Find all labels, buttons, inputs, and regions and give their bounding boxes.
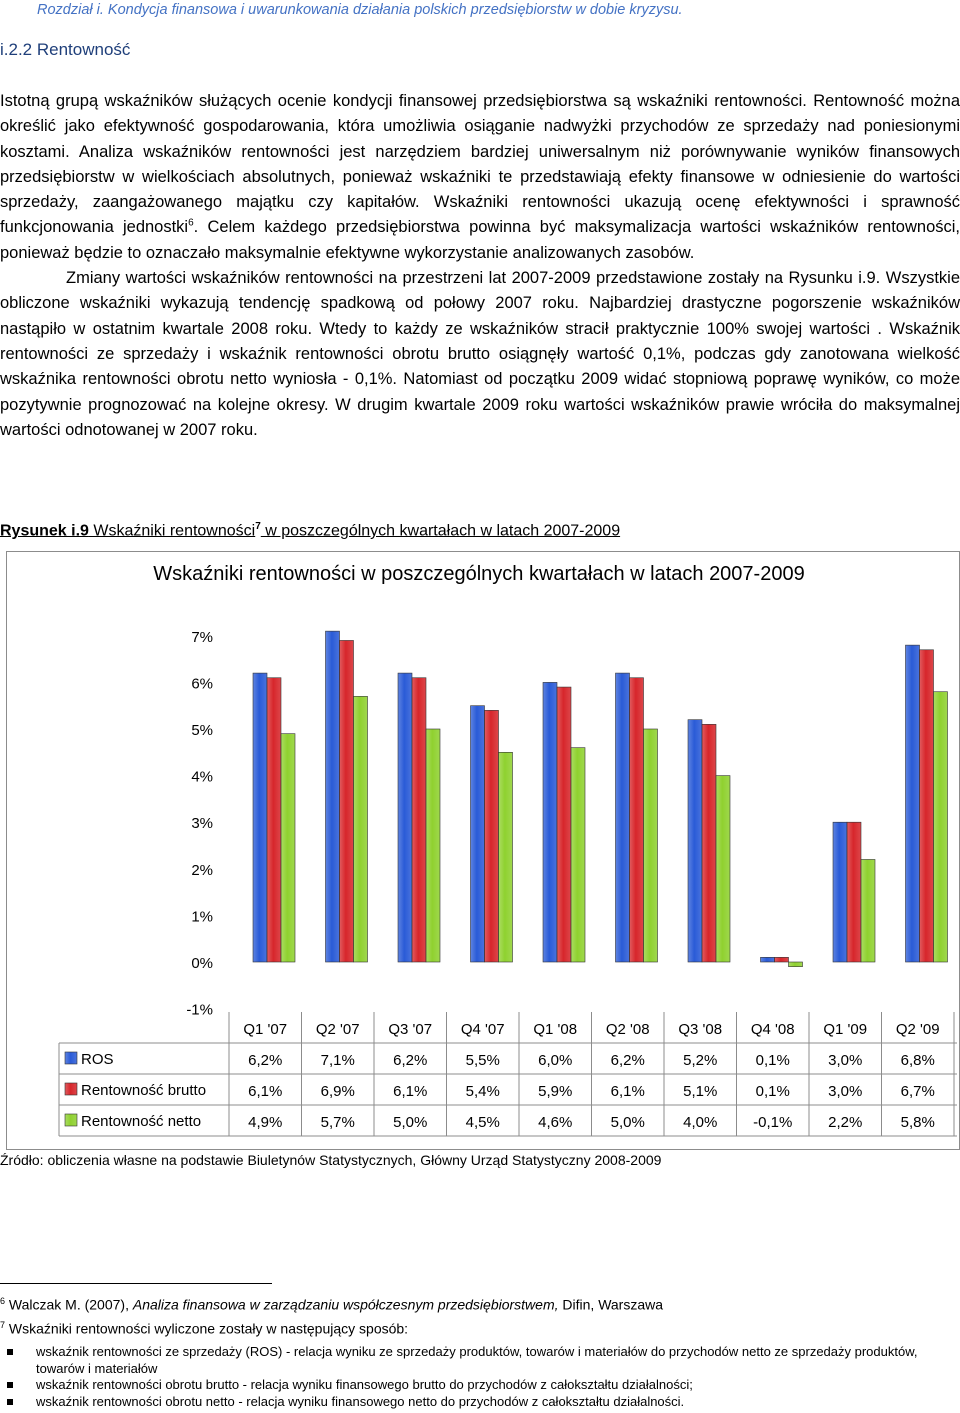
paragraph-1-part-c: . Celem każdego przedsiębiorstwa powinna być maksymalizacja wartości wskaźników rentowności, ponieważ będzie to oznaczało maksymalnie efektywne wykorzystanie analizowanych zasobów.	[0, 218, 960, 262]
data-label: 6,9%	[320, 1083, 355, 1100]
data-label: 6,1%	[610, 1083, 645, 1100]
x-tick-label: Q4 '07	[460, 1021, 505, 1038]
footnote-list-item	[0, 1394, 960, 1411]
data-label: 4,6%	[538, 1114, 573, 1131]
figure-source: Źródło: obliczenia własne na podstawie Biuletynów Statystycznych, Główny Urząd Statystyczny 2008-2009	[0, 1152, 662, 1168]
x-tick-label: Q4 '08	[750, 1021, 795, 1038]
data-label: 5,5%	[465, 1052, 500, 1069]
legend-label: Rentowność netto	[81, 1113, 202, 1130]
y-tick-label: 7%	[191, 628, 213, 646]
x-tick-label: Q2 '08	[605, 1021, 650, 1038]
legend-swatch	[65, 1083, 77, 1095]
y-axis	[186, 629, 213, 1019]
data-label: 3,0%	[828, 1083, 863, 1100]
footnote-list-item	[0, 1377, 960, 1394]
data-label: 7,1%	[320, 1052, 355, 1069]
data-label: 6,2%	[248, 1052, 283, 1069]
bar-ros-0	[253, 673, 267, 962]
footnote-7	[0, 1320, 408, 1337]
bar-rentowność-brutto-7	[775, 957, 789, 962]
x-tick-label: Q3 '07	[388, 1021, 433, 1038]
footnote-7-list	[0, 1344, 960, 1410]
bar-rentowność-brutto-2	[412, 678, 426, 962]
bar-rentowność-brutto-3	[485, 710, 499, 962]
figure-caption-text: Wskaźniki rentowności	[88, 522, 256, 540]
footnote-item-brutto: wskaźnik rentowności obrotu brutto - relacja wyniku finansowego brutto do przychodów z całokształtu działalności;	[36, 1377, 693, 1393]
data-label: 4,0%	[683, 1114, 718, 1131]
figure-caption	[0, 521, 620, 540]
bar-ros-2	[398, 673, 412, 962]
data-label: 6,1%	[393, 1083, 428, 1100]
data-label: 5,7%	[320, 1114, 355, 1131]
section-title: i.2.2 Rentowność	[0, 40, 131, 59]
paragraph-1-part-a: Istotną grupą wskaźników służących ocenie kondycji finansowej przedsiębiorstwa są wskaźniki rentowności. Rentowność można określić jako efektywność gospodarowania, która umożliwia osiąganie nadwyżki przychodów ze sprzedaży nad poniesionymi kosztami.	[0, 92, 960, 161]
bars	[253, 631, 948, 967]
chart-title: Wskaźniki rentowności w poszczególnych kwartałach w latach 2007-2009	[153, 563, 805, 585]
data-table	[59, 1012, 957, 1136]
footnote-7-number: 7	[0, 1320, 6, 1330]
data-label: 6,2%	[610, 1052, 645, 1069]
data-label: 0,1%	[755, 1052, 790, 1069]
footnote-rule	[0, 1283, 272, 1284]
data-label: 2,2%	[828, 1114, 863, 1131]
footnote-6-number: 6	[0, 1296, 6, 1306]
data-label: 3,0%	[828, 1052, 863, 1069]
y-tick-label: 6%	[191, 675, 213, 693]
bar-rentowność-netto-8	[861, 859, 875, 962]
footnote-ref-6: 6	[188, 217, 194, 229]
chart-container	[6, 551, 960, 1150]
y-tick-label: 4%	[191, 768, 213, 786]
bar-rentowność-brutto-9	[920, 650, 934, 962]
data-label: 6,8%	[900, 1052, 935, 1069]
footnote-item-ros: wskaźnik rentowności ze sprzedaży (ROS) - relacja wyniku ze sprzedaży produktów, towarów i materiałów do przychodów netto ze sprzedaży produktów, towarów i materiałów	[36, 1344, 918, 1376]
x-tick-label: Q1 '07	[243, 1021, 288, 1038]
bullet-icon	[7, 1399, 13, 1405]
bar-ros-4	[543, 682, 557, 962]
footnote-6-publisher: Difin, Warszawa	[558, 1296, 664, 1313]
bar-ros-7	[761, 957, 775, 962]
data-label: 6,1%	[248, 1083, 283, 1100]
figure-caption-rest: w poszczególnych kwartałach w latach 2007-2009	[260, 522, 621, 540]
data-label: 6,2%	[393, 1052, 428, 1069]
x-tick-label: Q2 '07	[315, 1021, 360, 1038]
x-tick-label: Q3 '08	[678, 1021, 723, 1038]
legend-label: Rentowność brutto	[81, 1082, 207, 1099]
data-label: -0,1%	[753, 1114, 793, 1131]
x-tick-label: Q1 '08	[533, 1021, 578, 1038]
bar-rentowność-netto-4	[571, 748, 585, 962]
y-tick-label: -1%	[186, 1001, 213, 1019]
bar-rentowność-netto-6	[716, 776, 730, 962]
bar-rentowność-netto-9	[934, 692, 948, 962]
data-label: 6,0%	[538, 1052, 573, 1069]
y-tick-label: 3%	[191, 815, 213, 833]
y-tick-label: 0%	[191, 955, 213, 972]
y-tick-label: 1%	[191, 908, 213, 926]
bar-rentowność-netto-5	[644, 729, 658, 962]
bar-rentowność-brutto-6	[702, 724, 716, 962]
bar-rentowność-netto-2	[426, 729, 440, 962]
bar-ros-1	[326, 631, 340, 962]
bar-rentowność-netto-0	[281, 734, 295, 962]
data-label: 5,0%	[610, 1114, 645, 1131]
bar-ros-9	[906, 645, 920, 962]
footnote-6-title: Analiza finansowa w zarządzaniu współczesnym przedsiębiorstwem,	[132, 1296, 559, 1313]
data-label: 5,9%	[538, 1083, 573, 1100]
data-label: 5,1%	[683, 1083, 718, 1100]
data-label: 5,8%	[900, 1114, 935, 1131]
figure-label: Rysunek i.9	[0, 522, 89, 540]
bar-ros-8	[833, 822, 847, 962]
running-header: Rozdział i. Kondycja finansowa i uwarunkowania działania polskich przedsiębiorstw w dobie kryzysu.	[37, 2, 683, 18]
data-label: 0,1%	[755, 1083, 790, 1100]
footnote-7-text: Wskaźniki rentowności wyliczone zostały w następujący sposób:	[5, 1320, 409, 1337]
legend-swatch	[65, 1052, 77, 1064]
y-tick-label: 5%	[191, 722, 213, 739]
bar-chart	[7, 552, 959, 1149]
bullet-icon	[7, 1349, 13, 1355]
footnote-item-netto: wskaźnik rentowności obrotu netto - relacja wyniku finansowego netto do przychodów z całokształtu działalności.	[36, 1393, 685, 1409]
bar-rentowność-brutto-1	[340, 640, 354, 962]
bar-rentowność-netto-7	[789, 962, 803, 967]
paragraph-1-part-b: Analiza wskaźników rentowności jest narzędziem bardziej uniwersalnym niż porównywanie wyników finansowych przedsiębiorstw w wielkościach absolutnych, ponieważ wskaźniki te przedstawiają efekty finansowe w odniesienie do wartości sprzedaży, zaangażowanego majątku czy kapitałów. Wskaźniki rentowności ukazują ocenę efektywności i sprawność funkcjonowania jednostki	[0, 142, 960, 237]
bar-ros-3	[471, 706, 485, 962]
paragraph-2: Zmiany wartości wskaźników rentowności na przestrzeni lat 2007-2009 przedstawione zostały na Rysunku i.9. Wszystkie obliczone wskaźniki wykazują tendencję spadkową od połowy 2007 roku. Najbardziej drastyczne pogorszenie wskaźników nastąpiło w ostatnim kwartale 2008 roku. Wtedy to każdy ze wskaźników stracił praktycznie 100% swojej wartości . Wskaźnik rentowności ze sprzedaży i wskaźnik rentowności obrotu brutto osiągnęły wartość 0,1%, podczas gdy zanotowana wielkość wskaźnika rentowności obrotu netto wyniosła - 0,1%. Natomiast od początku 2009 widać stopniową poprawę wyników, co może pozytywnie prognozować na kolejne okresy. W drugim kwartale 2009 roku wartości wskaźników prawie wróciła do maksymalnej wartości odnotowanej w 2007 roku.	[0, 269, 960, 439]
bar-rentowność-netto-1	[354, 696, 368, 962]
legend-swatch	[65, 1114, 77, 1126]
data-label: 5,4%	[465, 1083, 500, 1100]
footnote-6-author: Walczak M. (2007),	[5, 1296, 133, 1313]
bar-ros-6	[688, 720, 702, 962]
bar-rentowność-brutto-5	[630, 678, 644, 962]
data-label: 5,2%	[683, 1052, 718, 1069]
body-text	[0, 89, 960, 443]
x-tick-label: Q2 '09	[895, 1021, 940, 1038]
bar-rentowność-brutto-8	[847, 822, 861, 962]
data-label: 5,0%	[393, 1114, 428, 1131]
data-label: 4,5%	[465, 1114, 500, 1131]
footnote-ref-7: 7	[255, 521, 261, 532]
footnote-6	[0, 1296, 663, 1313]
legend-label: ROS	[81, 1051, 114, 1068]
bar-ros-5	[616, 673, 630, 962]
y-tick-label: 2%	[191, 861, 213, 879]
bullet-icon	[7, 1382, 13, 1388]
paragraph-1	[0, 89, 960, 266]
bar-rentowność-brutto-0	[267, 678, 281, 962]
x-tick-label: Q1 '09	[823, 1021, 868, 1038]
data-label: 6,7%	[900, 1083, 935, 1100]
data-label: 4,9%	[248, 1114, 283, 1131]
bar-rentowność-brutto-4	[557, 687, 571, 962]
footnote-list-item	[0, 1344, 960, 1377]
bar-rentowność-netto-3	[499, 752, 513, 962]
